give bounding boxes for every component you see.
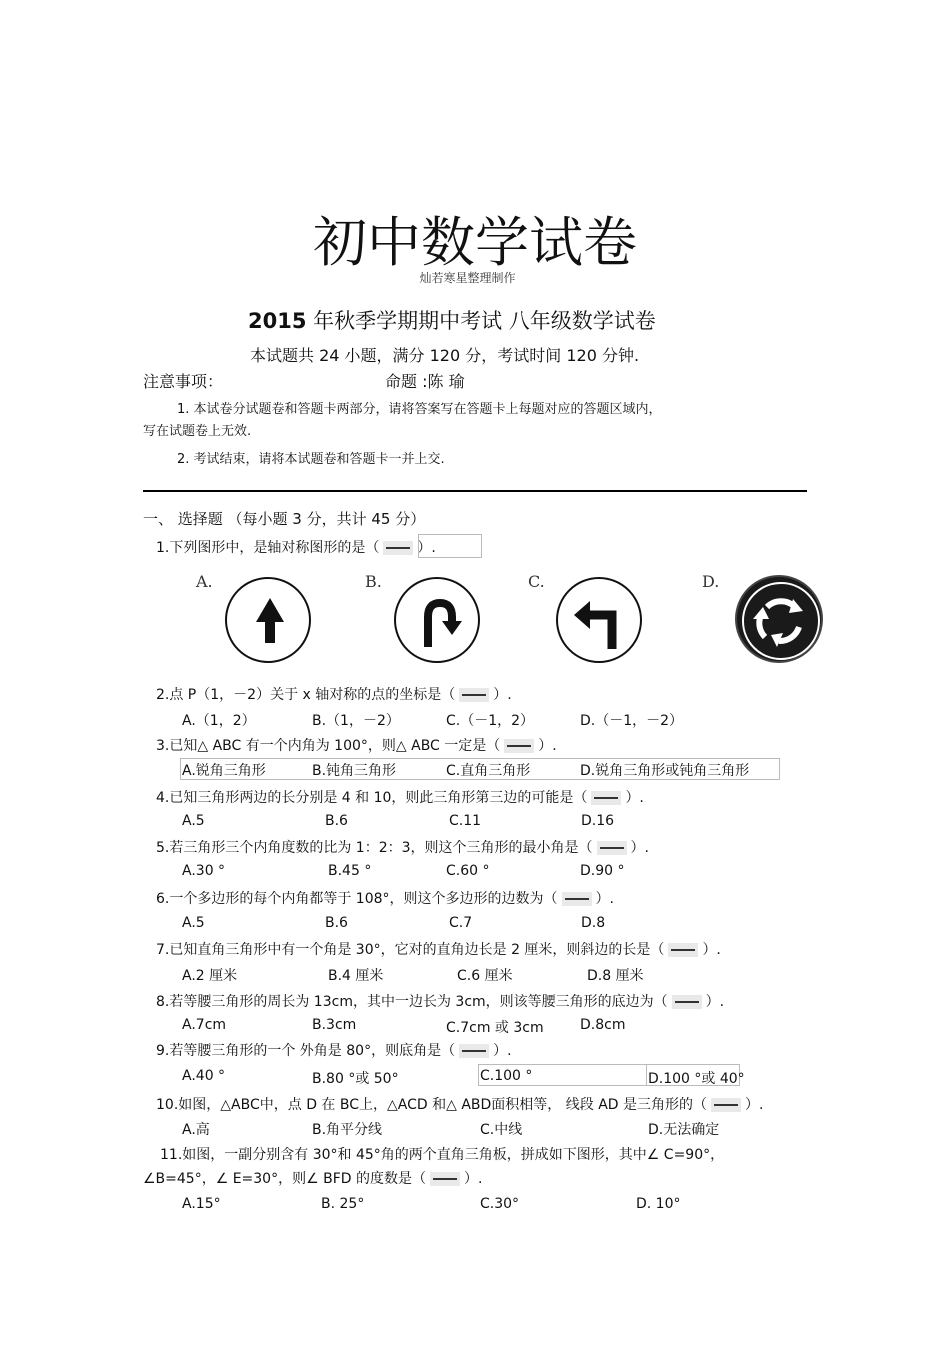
question-stem: 1.下列图形中，是轴对称图形的是（ [156, 540, 380, 556]
question-8 [156, 991, 724, 1011]
question-4 [156, 787, 644, 807]
question-stem-end: ）. [705, 994, 725, 1010]
maker-note: 灿若寒星整理制作 [419, 271, 516, 285]
question-10 [156, 1094, 763, 1114]
option-label-a: A. [196, 572, 213, 591]
question-stem: 8.若等腰三角形的周长为 13cm，其中一边长为 3cm，则该等腰三角形的底边为（ [156, 994, 668, 1010]
option-a: A.5 [182, 915, 205, 931]
option-d: D.16 [581, 813, 615, 829]
u-turn-arrow-icon [396, 579, 482, 665]
option-b: B.钝角三角形 [312, 763, 397, 779]
answer-blank [562, 892, 592, 906]
question-stem: 6.一个多边形的每个内角都等于 108°，则这个多边形的边数为（ [156, 891, 558, 907]
option-d: D.8 [581, 915, 606, 931]
option-b: B. 25° [321, 1196, 365, 1212]
question-stem: 5.若三角形三个内角度数的比为 1：2：3，则这个三角形的最小角是（ [156, 840, 593, 856]
question-stem: 9.若等腰三角形的一个 外角是 80°，则底角是（ [156, 1043, 456, 1059]
section-heading: 一、 选择题 （每小题 3 分，共计 45 分） [143, 510, 426, 528]
option-d: D.（－1，－2） [580, 713, 684, 729]
note-1a: 1. 本试卷分试题卷和答题卡两部分，请将答案写在答题卡上每题对应的答题区域内， [177, 402, 662, 417]
option-d: D.100 °或 40° [648, 1071, 745, 1087]
question-stem-end: ）. [538, 738, 557, 754]
question-stem-end: ）. [745, 1097, 764, 1113]
question-stem-end: ）. [702, 942, 721, 958]
question-stem-end: ）. [493, 1043, 512, 1059]
option-a: A.15° [182, 1196, 221, 1212]
option-d: D.锐角三角形或钝角三角形 [580, 763, 750, 779]
option-a: A.5 [182, 813, 205, 829]
note-2: 2. 考试结束，请将本试题卷和答题卡一并上交. [177, 452, 445, 467]
straight-arrow-sign [225, 577, 311, 663]
question-stem: 4.已知三角形两边的长分别是 4 和 10，则此三角形第三边的可能是（ [156, 790, 588, 806]
exam-info: 本试题共 24 小题，满分 120 分，考试时间 120 分钟. [250, 346, 640, 365]
option-b: B.4 厘米 [328, 968, 384, 984]
note-1b: 写在试题卷上无效. [143, 424, 252, 439]
question-stem: 7.已知直角三角形中有一个角是 30°，它对的直角边长是 2 厘米，则斜边的长是（ [156, 942, 665, 958]
question-stem: ∠B=45°，∠ E=30°，则∠ BFD 的度数是（ [143, 1171, 426, 1187]
answer-blank [459, 1044, 489, 1058]
question-stem: 3.已知△ ABC 有一个内角为 100°，则△ ABC 一定是（ [156, 738, 501, 754]
page-title: 初中数学试卷 [313, 211, 637, 274]
option-b: B.6 [325, 813, 348, 829]
left-turn-sign [556, 577, 642, 663]
option-c: C.中线 [480, 1122, 523, 1138]
option-c: C.直角三角形 [446, 763, 531, 779]
divider-rule [143, 490, 807, 492]
option-c: C.11 [449, 813, 482, 829]
option-d: D.无法确定 [648, 1122, 720, 1138]
option-c: C.30° [480, 1196, 520, 1212]
exam-title-rest: 年秋季学期期中考试 八年级数学试卷 [306, 309, 656, 333]
answer-blank [383, 541, 413, 555]
question-5 [156, 837, 649, 857]
option-b: B.6 [325, 915, 348, 931]
question-stem-end: ）. [493, 687, 512, 703]
question-stem: 2.点 P（1，－2）关于 x 轴对称的点的坐标是（ [156, 687, 456, 703]
question-1 [156, 537, 436, 557]
question-3 [156, 735, 557, 755]
option-c: C.7 [449, 915, 473, 931]
option-a: A.2 厘米 [182, 968, 238, 984]
option-d: D.90 ° [580, 863, 625, 879]
notes-label: 注意事项： [143, 372, 224, 391]
option-label-d: D. [702, 572, 720, 591]
answer-blank [672, 995, 702, 1009]
u-turn-sign [394, 577, 480, 663]
answer-blank [591, 791, 621, 805]
option-b: B.80 °或 50° [312, 1071, 399, 1087]
answer-blank [597, 841, 627, 855]
roundabout-icon [737, 577, 825, 665]
option-b: B.3cm [312, 1017, 357, 1033]
answer-blank [459, 688, 489, 702]
straight-arrow-icon [227, 579, 313, 665]
option-a: A.（1，2） [182, 713, 256, 729]
option-c: C.60 ° [446, 863, 490, 879]
question-stem-end: ）. [625, 790, 644, 806]
question-7 [156, 939, 721, 959]
option-c: C.7cm 或 3cm [446, 1020, 544, 1036]
option-d: D.8 厘米 [587, 968, 644, 984]
question-stem-end: ）. [595, 891, 614, 907]
exam-year: 2015 [248, 309, 307, 333]
option-c: C.（－1，2） [446, 713, 535, 729]
question-stem-end: ）. [630, 840, 649, 856]
roundabout-sign [735, 575, 823, 663]
question-stem-end: ）. [417, 540, 436, 556]
question-stem: 10.如图，△ABC中，点 D 在 BC上，△ACD 和△ ABD面积相等， 线段 AD 是三角形的（ [156, 1097, 707, 1113]
option-a: A.高 [182, 1122, 210, 1138]
option-b: B.45 ° [328, 863, 372, 879]
answer-blank [668, 943, 698, 957]
left-turn-arrow-icon [558, 579, 644, 665]
option-a: A.7cm [182, 1017, 227, 1033]
option-a: A.40 ° [182, 1068, 226, 1084]
option-a: A.锐角三角形 [182, 763, 266, 779]
option-b: B.角平分线 [312, 1122, 383, 1138]
question-11-line2 [143, 1168, 482, 1188]
answer-blank [504, 739, 534, 753]
question-6 [156, 888, 614, 908]
author-line: 命题 :陈 瑜 [385, 372, 465, 391]
answer-blank [430, 1172, 460, 1186]
question-11: 11.如图，一副分别含有 30°和 45°角的两个直角三角板，拼成如下图形，其中∠ C=90°， [160, 1147, 725, 1163]
answer-blank [711, 1098, 741, 1112]
option-d: D. 10° [636, 1196, 681, 1212]
option-label-c: C. [528, 572, 545, 591]
answer-frame [418, 534, 482, 558]
option-c: C.6 厘米 [457, 968, 513, 984]
option-c: C.100 ° [480, 1068, 533, 1084]
question-9 [156, 1040, 512, 1060]
exam-title [248, 305, 656, 335]
option-label-b: B. [365, 572, 382, 591]
question-2 [156, 684, 512, 704]
option-a: A.30 ° [182, 863, 226, 879]
question-stem-end: ）. [463, 1171, 483, 1187]
option-b: B.（1，－2） [312, 713, 400, 729]
option-d: D.8cm [580, 1017, 626, 1033]
